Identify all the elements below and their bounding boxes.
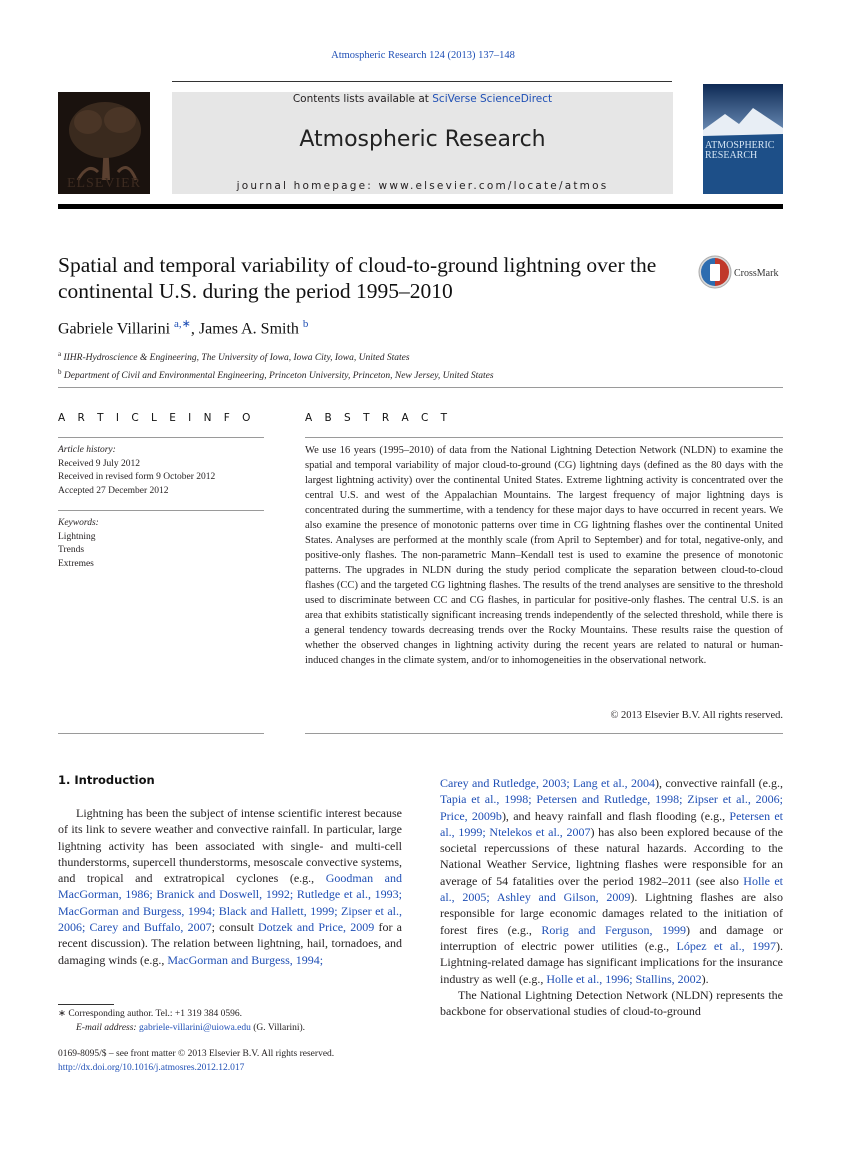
article-info-heading: A R T I C L E I N F O xyxy=(58,412,255,424)
abstract-rule xyxy=(305,437,783,438)
citation-link[interactable]: Dotzek and Price, 2009 xyxy=(258,920,375,935)
article-info-rule xyxy=(58,437,264,438)
affiliations xyxy=(58,348,494,383)
email-suffix: (G. Villarini). xyxy=(250,1022,306,1033)
citation-link[interactable]: López et al., 1997 xyxy=(676,938,776,953)
intro-right-paragraph-2: The National Lightning Detection Network (NLDN) represents the backbone for observational studies of cloud-to-ground xyxy=(440,987,783,1019)
keywords xyxy=(58,517,99,571)
keywords-label: Keywords: xyxy=(58,518,99,528)
affiliation-b-mark: b xyxy=(58,367,62,376)
author-1[interactable]: Gabriele Villarini xyxy=(58,320,175,338)
introduction-heading: 1. Introduction xyxy=(58,773,155,787)
accepted-date: Accepted 27 December 2012 xyxy=(58,485,169,496)
journal-citation[interactable]: Atmospheric Research 124 (2013) 137–148 xyxy=(331,50,515,61)
elsevier-wordmark: ELSEVIER xyxy=(66,176,142,191)
revised-date: Received in revised form 9 October 2012 xyxy=(58,472,216,482)
keyword-item: Trends xyxy=(58,545,85,555)
affiliation-b xyxy=(58,366,494,384)
author-2-affiliation-mark[interactable]: b xyxy=(302,318,309,330)
crossmark-badge[interactable] xyxy=(698,255,788,291)
citation-link[interactable]: Petersen et al., 1999; Ntelekos et al., 2007 xyxy=(440,808,784,839)
journal-title: Atmospheric Research xyxy=(299,127,546,152)
citation-link[interactable]: Carey and Rutledge, 2003; Lang et al., 2004 xyxy=(440,776,656,790)
email-link[interactable]: gabriele-villarini@uiowa.edu xyxy=(138,1022,251,1033)
affiliation-a xyxy=(58,348,494,366)
crossmark-label: CrossMark xyxy=(734,268,779,279)
intro-left-column xyxy=(58,805,402,968)
body-text: ) has also been explored because of the societal repercussions of these natural hazards. According to the National Weather Service, lightning flashes were responsible for an average of 54 fatalities over the period 1982–2011 (see also xyxy=(440,824,783,888)
citation-link[interactable]: Holle et al., 2005; Ashley and Gilson, 2009 xyxy=(440,873,784,905)
article-info-bottom-rule xyxy=(58,733,264,734)
intro-right-paragraph-1 xyxy=(440,775,783,987)
cover-title: ATMOSPHERIC RESEARCH xyxy=(705,140,775,161)
header-thick-rule xyxy=(58,204,783,209)
citation-link[interactable]: MacGorman and Burgess, 1994; xyxy=(167,952,324,967)
email-note xyxy=(58,1022,402,1036)
citation-link[interactable]: Goodman and MacGorman, 1986; Branick and Doswell, 1992; Rutledge et al., 1993; MacGorman and Burgess, 1994; Black and Hallett, 1999; Zipser et al., 2006; Carey and Buffalo, 2007 xyxy=(58,871,402,935)
body-text: for a recent discussion). The relation between lightning, hail, tornadoes, and damaging winds (e.g., xyxy=(58,920,402,967)
author-2[interactable]: , James A. Smith xyxy=(190,320,303,338)
author-list xyxy=(58,317,308,338)
contents-prefix: Contents lists available at xyxy=(292,93,433,105)
body-text: Lightning has been the subject of intense scientific interest because of its link to severe weather and convective rainfall. In particular, large lightning activity has been associated with single- and multi-cell thunderstorms, supercell thunderstorms, mesoscale convective systems, and tropical and extratropical cyclones (e.g., xyxy=(58,806,402,886)
crossmark-icon xyxy=(698,255,732,289)
elsevier-logo xyxy=(58,92,150,194)
journal-homepage[interactable]: journal homepage: www.elsevier.com/locate/atmos xyxy=(236,180,609,192)
keyword-item: Lightning xyxy=(58,531,96,542)
footnotes xyxy=(58,1008,402,1035)
article-title: Spatial and temporal variability of cloud-to-ground lightning over the continental U.S. during the period 1995–2010 xyxy=(58,253,657,303)
body-text: ), convective rainfall (e.g., xyxy=(655,776,783,790)
article-history xyxy=(58,444,215,498)
citation-link[interactable]: Tapia et al., 1998; Petersen and Rutledge, 1998; Zipser et al., 2006; Price, 2009b xyxy=(440,792,783,823)
body-text: ; consult xyxy=(211,920,258,935)
affiliation-a-mark: a xyxy=(58,350,62,358)
body-text: ). xyxy=(701,971,709,986)
body-text: ) and damage or interruption of electric power utilities (e.g., xyxy=(440,922,784,953)
history-rule xyxy=(58,510,264,511)
abstract-text: We use 16 years (1995–2010) of data from the National Lightning Detection Network (NLDN) to examine the spatial and temporal variability of major cloud-to-ground (CG) lightning days (defined as the 80 days with the largest lightning activity) over the continental United States. Extreme lightning activity is concentrated over the central U.S. and west of the Appalachian Mountains. The largest frequency of major lightning days is concentrated during the summertime, with a tendency for these major days to have occurred in recent years. We also examine the presence of monotonic patterns over time in CG lightning flashes over the continental United States. Analyses are performed at the monthly scale (from April to September) and for total, negative-only, and positive-only flashes. The non-parametric Mann–Kendall test is used to examine the presence of monotonic patterns. The upgrades in NLDN during the study period complicate the separation between cloud-to-cloud flashes (CC) and the targeted CG lightning flashes. The results of the trend analyses are sensitive to the threshold used to discriminate between CC and CG flashes, in particular for positive-only flashes. The central U.S. is an area that exhibits statistically significant increasing trends independently of the selected threshold, while there is a general tendency towards decreasing trends over the Rocky Mountains. These results raise the question of whether the observed changes in lightning activity during the recent years are related to natural or human-induced changes in the climate system, and/or to inhomogeneities in the observational network. xyxy=(305,445,783,666)
header-rule xyxy=(172,81,672,82)
author-1-affiliation-mark[interactable]: a,∗ xyxy=(174,318,191,330)
affiliation-a-text: IIHR-Hydroscience & Engineering, The University of Iowa, Iowa City, Iowa, United States xyxy=(63,353,410,364)
abstract-bottom-rule xyxy=(305,733,783,734)
citation-link[interactable]: Holle et al., 1996; Stallins, 2002 xyxy=(546,971,702,986)
body-text: ), and heavy rainfall and flash flooding (e.g., xyxy=(501,808,730,823)
title-rule xyxy=(58,387,783,388)
citation-link[interactable]: Rorig and Ferguson, 1999 xyxy=(541,922,686,937)
journal-cover xyxy=(703,84,783,194)
issn-line: 0169-8095/$ – see front matter © 2013 Elsevier B.V. All rights reserved. xyxy=(58,1049,335,1059)
received-date: Received 9 July 2012 xyxy=(58,458,141,469)
body-text: ). Lightning-related damage has significant implications for the insurance industry as well (e.g., xyxy=(440,938,783,986)
intro-right-column xyxy=(440,775,783,1019)
keyword-item: Extremes xyxy=(58,558,94,569)
front-matter xyxy=(58,1048,334,1075)
abstract-copyright: © 2013 Elsevier B.V. All rights reserved. xyxy=(610,710,783,721)
body-text: ). Lightning flashes are also responsible for large economic damages related to the initiation of forest fires (e.g., xyxy=(440,890,783,937)
email-label: E-mail address: xyxy=(76,1022,139,1033)
corresponding-author-note: ∗ Corresponding author. Tel.: +1 319 384 0596. xyxy=(58,1009,242,1019)
footnote-rule xyxy=(58,1004,114,1005)
contents-line xyxy=(172,93,673,105)
cover-image-icon xyxy=(703,84,783,194)
sciencedirect-link[interactable]: SciVerse ScienceDirect xyxy=(432,93,553,105)
abstract-heading: A B S T R A C T xyxy=(305,412,452,424)
doi-link[interactable]: http://dx.doi.org/10.1016/j.atmosres.2012.12.017 xyxy=(58,1062,245,1073)
history-label: Article history: xyxy=(58,445,116,455)
affiliation-b-text: Department of Civil and Environmental Engineering, Princeton University, Princeton, New Jersey, United States xyxy=(63,370,494,381)
